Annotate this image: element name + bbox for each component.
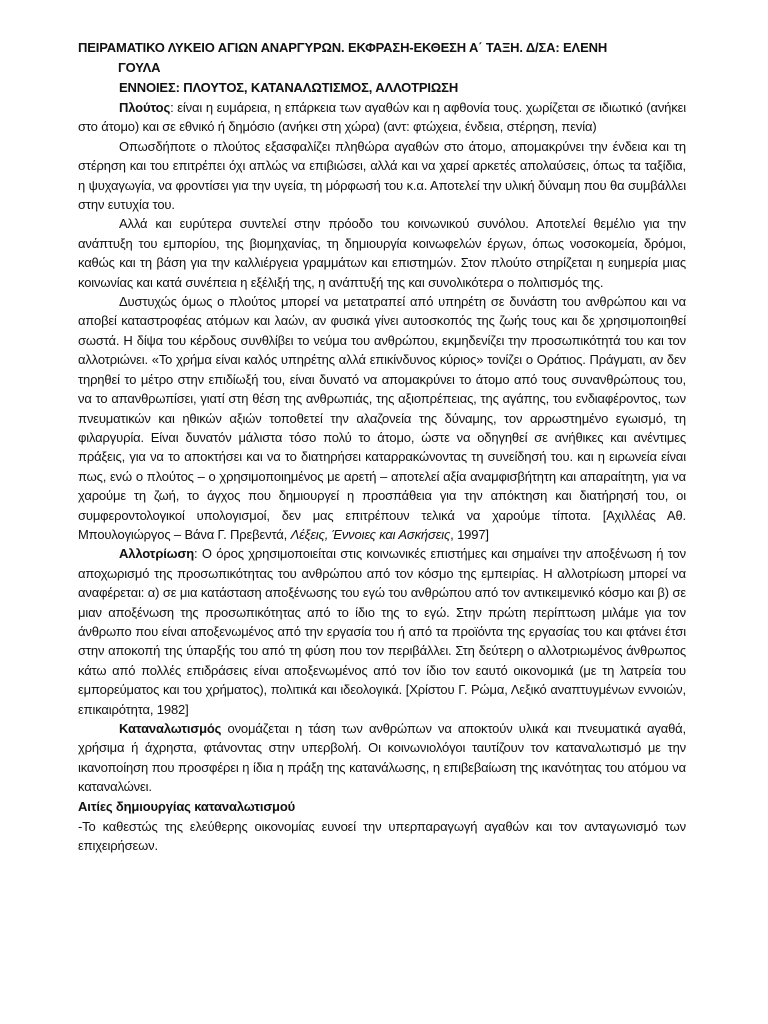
ploutos-definition: [78, 98, 686, 137]
ploutos-paragraph-3: Αλλά και ευρύτερα συντελεί στην πρόοδο του κοινωνικού συνόλου. Αποτελεί θεμέλιο για την ανάπτυξη του εμπορίου, της βιομηχανίας, τη δημιουργία κοινωφελών έργων, όπως νοσοκομεία, δρόμοι, καθώς και τη βάση για την καλλιέργεια γραμμάτων και επιστημών. Στον πλούτο στηρίζεται η ευημερία μιας κοινωνίας και κατά συνέπεια η εξέλιξή της, η ανάπτυξή της και συνολικότερα ο πολιτισμός της.: [78, 216, 686, 290]
ploutos-citation-title: Λέξεις, Έννοιες και Ασκήσεις: [290, 526, 451, 542]
allotriosi-text: : Ο όρος χρησιμοποιείται στις κοινωνικές επιστήμες και σημαίνει την αποξένωση ή τον αποχωρισμό της προσωπικότητας του ανθρώπου από τον κόσμο της εμπειρίας. Η αλλοτρίωση μπορεί να αναφέρεται: α) σε μια κατάσταση αποξένωσης του εγώ του ανθρώπου από τον αντικειμενικό κόσμο και β) σε μιαν αποξένωση της προσωπικότητας από το ίδιο της το εγώ. Στην πρώτη περίπτωση μιλάμε για τον άνθρωπο που είναι αποξενωμένος από την εργασία του ή από τα προϊόντα της εργασίας του και φτάνει έτσι στην αποκοπή της ύπαρξής του από τη φύση που τον περιβάλλει. Στη δεύτερη ο αλλοτριωμένος άνθρωπος κάτω από πολλές επιδράσεις είναι αποξενωμένος από τον ίδιο τον εαυτό οικονομικά (με τη λατρεία του εμπορεύματος και του χρήματος), πολιτικά και ιδεολογικά. [Χρίστου Γ. Ρώμα, Λεξικό αναπτυγμένων εννοιών, επικαιρότητα, 1982]: [78, 546, 686, 717]
ploutos-paragraph-4-text: Δυστυχώς όμως ο πλούτος μπορεί να μετατραπεί από υπηρέτη σε δυνάστη του ανθρώπου και να αποβεί καταστροφέας ατόμων και λαών, αν φυσικά γίνει αυτοσκοπός της ζωής τους και δε χρησιμοποιηθεί σωστά. Η δίψα του κέρδους συνθλίβει το νεύμα του ανθρώπου, εκμηδενίζει την προσωπικότητά του και τον αλλοτριώνει. «Το χρήμα είναι καλός υπηρέτης αλλά επικίνδυνος κύριος» τονίζει ο Οράτιος. Πράγματι, αν δεν τηρηθεί το μέτρο στην επιδίωξή του, είναι δυνατό να απομακρύνει το άτομο από τους συνανθρώπους του, να το απανθρωπίσει, γιατί στη θέση της ανθρωπιάς, της αξιοπρέπειας, της αγάπης, του ενδιαφέροντος, των πνευματικών και ηθικών αξιών τοποθετεί την αλαζονεία της δύναμης, τον αρρωστημένο εγωισμό, τη φιλαργυρία. Είναι δυνατόν μάλιστα τόσο πολύ το άτομο, ώστε να οδηγηθεί σε ανήθικες και ανέντιμες πράξεις, για να το αποκτήσει και να το διατηρήσει καταρρακώνοντας τη συνείδησή του. και η ειρωνεία είναι πως, ενώ ο πλούτος – ο χρησιμοποιημένος με αρετή – αποτελεί αξία αναμφισβήτητη και απαραίτητη, για να χαρούμε τη ζωή, το άγχος που δημιουργεί η προσπάθεια για την απόκτηση και διατήρησή του, οι συμφεροντολογικοί υπολογισμοί, δεν μας επιτρέπουν τελικά να χαρούμε τίποτα.: [78, 294, 686, 523]
allotriosi-term: Αλλοτρίωση: [119, 546, 195, 562]
ploutos-term: Πλούτος: [119, 100, 171, 115]
document-header: [78, 38, 686, 78]
ploutos-definition-text: : είναι η ευμάρεια, η επάρκεια των αγαθών και η αφθονία τους. χωρίζεται σε ιδιωτικό (ανήκει στο άτομο) και σε εθνικό ή δημόσιο (ανήκει στη χώρα) (αντ: φτώχεια, ένδεια, στέρηση, πενία): [78, 100, 686, 135]
causes-heading: Αιτίες δημιουργίας καταναλωτισμού: [78, 798, 296, 814]
concepts-subtitle: ΕΝΝΟΙΕΣ: ΠΛΟΥΤΟΣ, ΚΑΤΑΝΑΛΩΤΙΣΜΟΣ, ΑΛΛΟΤΡΙΩΣΗ: [119, 80, 459, 95]
header-line-1: ΠΕΙΡΑΜΑΤΙΚΟ ΛΥΚΕΙΟ ΑΓΙΩΝ ΑΝΑΡΓΥΡΩΝ. ΕΚΦΡΑΣΗ-ΕΚΘΕΣΗ Α΄ ΤΑΞΗ. Δ/ΣΑ: ΕΛΕΝΗ: [78, 40, 608, 55]
causes-item-1: -Το καθεστώς της ελεύθερης οικονομίας ευνοεί την υπερπαραγωγή αγαθών και τον ανταγωνισμό των επιχειρήσεων.: [78, 818, 686, 854]
katanalotismos-definition: [78, 719, 686, 797]
header-line-2: ΓΟΥΛΑ: [118, 60, 161, 75]
katanalotismos-text: ονομάζεται η τάση των ανθρώπων να αποκτούν υλικά και πνευματικά αγαθά, χρήσιμα ή άχρηστα, φτάνοντας στην υπερβολή. Οι κοινωνιολόγοι ταυτίζουν τον καταναλωτισμό με την ικανοποίηση που προσφέρει η ίδια η πράξη της κατανάλωσης, η επιβεβαίωση της ικανότητας του ατόμου να καταναλώνει.: [78, 721, 686, 795]
allotriosi-definition: [78, 544, 686, 719]
ploutos-paragraph-2: Οπωσδήποτε ο πλούτος εξασφαλίζει πληθώρα αγαθών στο άτομο, απομακρύνει την ένδεια και τη στέρηση και του επιτρέπει όχι απλώς να επιβιώσει, αλλά και να χαρεί αρκετές απολαύσεις, όπως τα ταξίδια, η ψυχαγωγία, να φροντίσει για την υγεία, τη μόρφωσή του κ.α. Αποτελεί την υλική δύναμη που θα συμβάλλει στην ευτυχία του.: [78, 138, 686, 213]
ploutos-paragraph-4: [78, 292, 686, 544]
ploutos-citation-post: , 1997]: [450, 526, 489, 542]
katanalotismos-term: Καταναλωτισμός: [119, 721, 222, 736]
ploutos-citation-pre: [Αχιλλέας Αθ. Μπουλογιώργος – Βάνα Γ. Πρεβεντά,: [78, 507, 686, 542]
document-page: [78, 38, 686, 855]
